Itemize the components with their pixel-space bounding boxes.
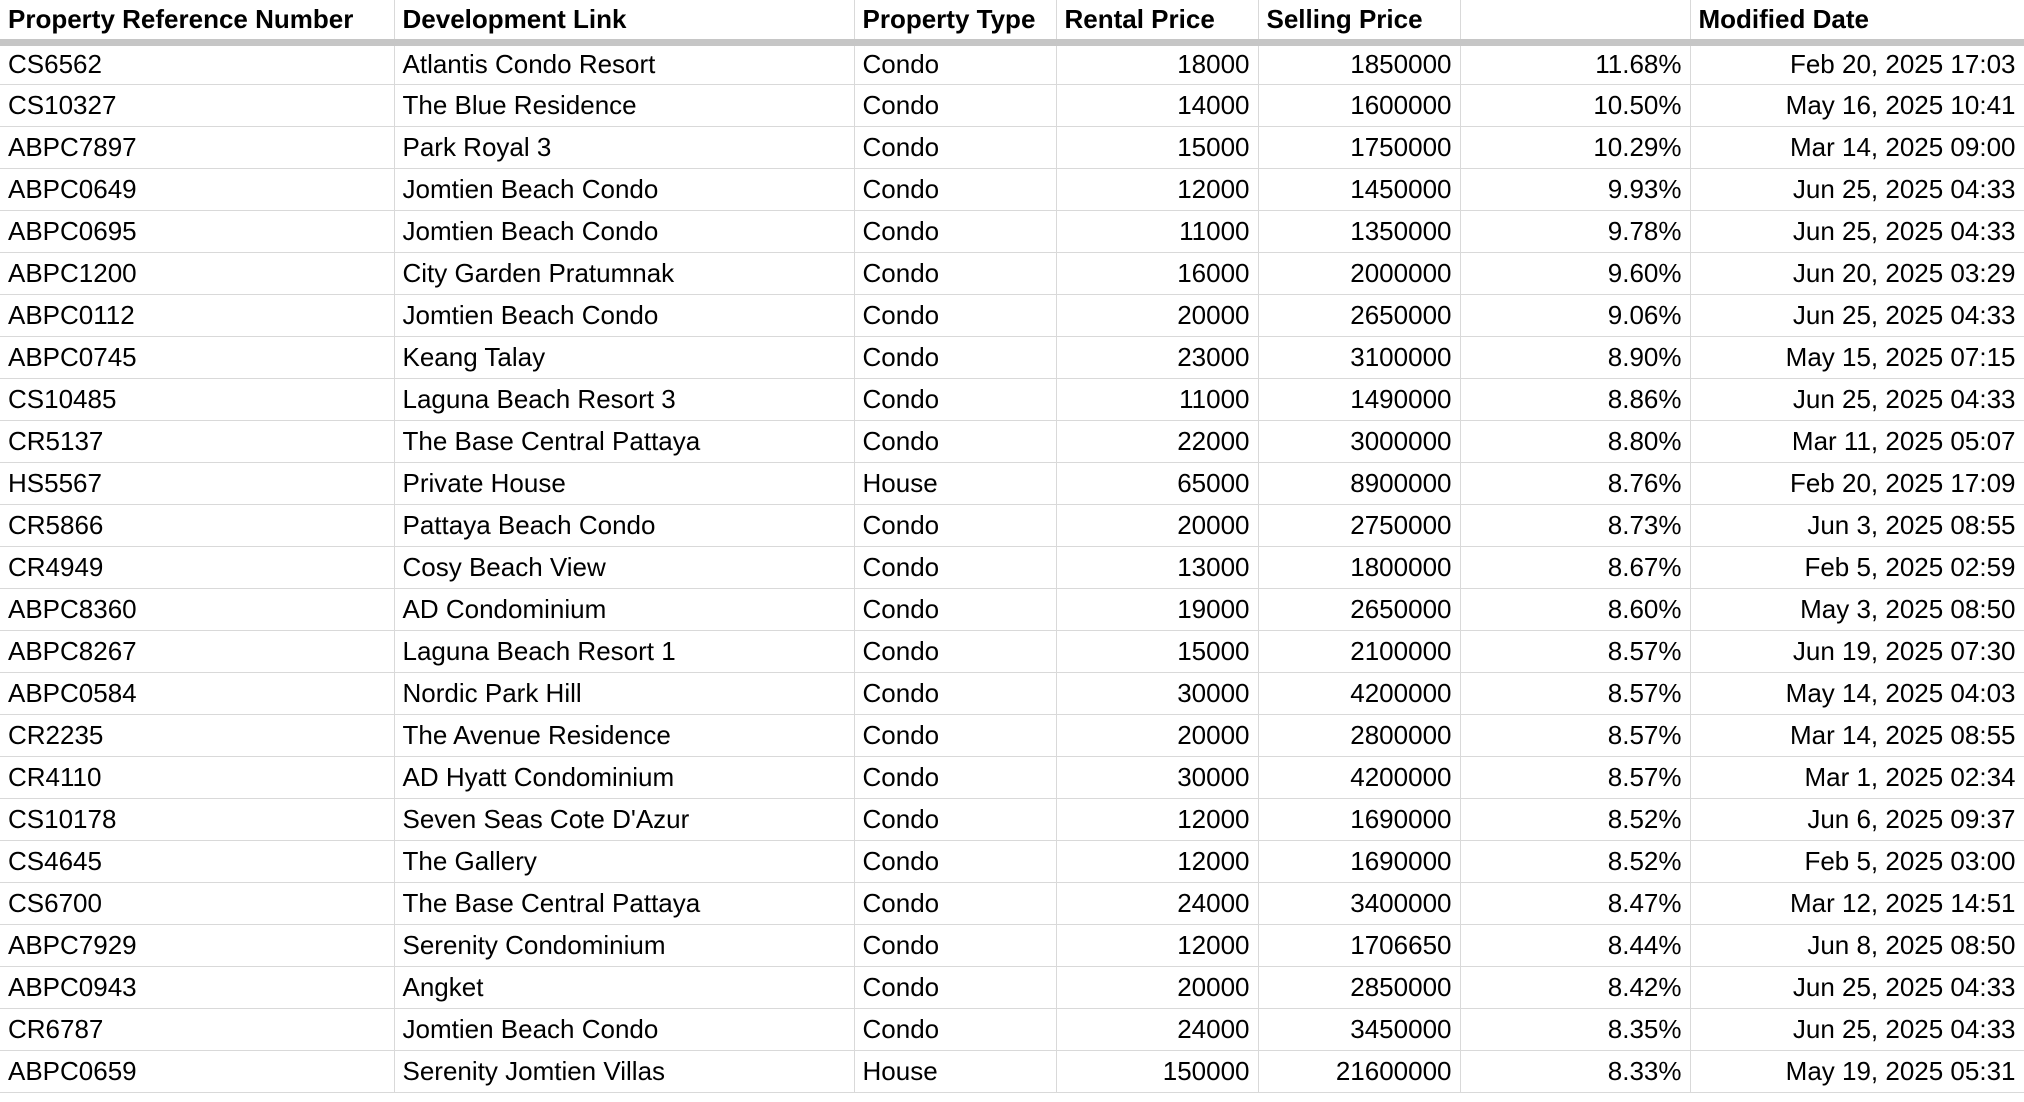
- cell-development-link[interactable]: Jomtien Beach Condo: [394, 210, 854, 252]
- cell-development-link[interactable]: The Gallery: [394, 840, 854, 882]
- cell-selling-price[interactable]: 3100000: [1258, 336, 1460, 378]
- cell-development-link[interactable]: The Base Central Pattaya: [394, 882, 854, 924]
- cell-development-link[interactable]: Jomtien Beach Condo: [394, 1008, 854, 1050]
- cell-development-link[interactable]: Angket: [394, 966, 854, 1008]
- cell-selling-price[interactable]: 1850000: [1258, 42, 1460, 84]
- cell-property-type[interactable]: House: [854, 1050, 1056, 1092]
- cell-rental-price[interactable]: 65000: [1056, 462, 1258, 504]
- cell-modified-date[interactable]: Mar 12, 2025 14:51: [1690, 882, 2024, 924]
- cell-property-reference-number[interactable]: CR4949: [0, 546, 394, 588]
- cell-development-link[interactable]: Jomtien Beach Condo: [394, 294, 854, 336]
- cell-rental-price[interactable]: 11000: [1056, 378, 1258, 420]
- cell-modified-date[interactable]: May 19, 2025 05:31: [1690, 1050, 2024, 1092]
- cell-property-type[interactable]: Condo: [854, 672, 1056, 714]
- cell-modified-date[interactable]: Mar 11, 2025 05:07: [1690, 420, 2024, 462]
- cell-selling-price[interactable]: 8900000: [1258, 462, 1460, 504]
- cell-selling-price[interactable]: 1706650: [1258, 924, 1460, 966]
- cell-property-reference-number[interactable]: ABPC0584: [0, 672, 394, 714]
- cell-property-type[interactable]: Condo: [854, 294, 1056, 336]
- cell-selling-price[interactable]: 1800000: [1258, 546, 1460, 588]
- cell-yield[interactable]: 8.86%: [1460, 378, 1690, 420]
- cell-development-link[interactable]: AD Hyatt Condominium: [394, 756, 854, 798]
- table-body: [0, 42, 2024, 1092]
- cell-rental-price[interactable]: 30000: [1056, 672, 1258, 714]
- cell-property-reference-number[interactable]: CS6700: [0, 882, 394, 924]
- cell-yield[interactable]: 8.57%: [1460, 672, 1690, 714]
- cell-rental-price[interactable]: 20000: [1056, 966, 1258, 1008]
- cell-development-link[interactable]: Laguna Beach Resort 3: [394, 378, 854, 420]
- cell-property-type[interactable]: Condo: [854, 84, 1056, 126]
- cell-yield[interactable]: 8.57%: [1460, 714, 1690, 756]
- cell-selling-price[interactable]: 2850000: [1258, 966, 1460, 1008]
- cell-rental-price[interactable]: 22000: [1056, 420, 1258, 462]
- header-property-reference-number[interactable]: Property Reference Number: [0, 0, 394, 42]
- cell-property-reference-number[interactable]: CR2235: [0, 714, 394, 756]
- cell-modified-date[interactable]: Feb 20, 2025 17:03: [1690, 42, 2024, 84]
- cell-modified-date[interactable]: Mar 1, 2025 02:34: [1690, 756, 2024, 798]
- cell-selling-price[interactable]: 1600000: [1258, 84, 1460, 126]
- cell-modified-date[interactable]: Feb 5, 2025 03:00: [1690, 840, 2024, 882]
- cell-rental-price[interactable]: 30000: [1056, 756, 1258, 798]
- table-row: [0, 378, 2024, 420]
- cell-modified-date[interactable]: Jun 20, 2025 03:29: [1690, 252, 2024, 294]
- cell-property-reference-number[interactable]: CR4110: [0, 756, 394, 798]
- table-row: [0, 126, 2024, 168]
- cell-modified-date[interactable]: Jun 25, 2025 04:33: [1690, 378, 2024, 420]
- cell-property-type[interactable]: Condo: [854, 924, 1056, 966]
- cell-rental-price[interactable]: 12000: [1056, 798, 1258, 840]
- cell-rental-price[interactable]: 12000: [1056, 168, 1258, 210]
- cell-property-reference-number[interactable]: ABPC0112: [0, 294, 394, 336]
- cell-selling-price[interactable]: 1350000: [1258, 210, 1460, 252]
- cell-property-reference-number[interactable]: ABPC0943: [0, 966, 394, 1008]
- cell-yield[interactable]: 8.80%: [1460, 420, 1690, 462]
- cell-yield[interactable]: 9.93%: [1460, 168, 1690, 210]
- header-row: [0, 0, 2024, 42]
- cell-rental-price[interactable]: 24000: [1056, 882, 1258, 924]
- cell-modified-date[interactable]: Mar 14, 2025 08:55: [1690, 714, 2024, 756]
- cell-development-link[interactable]: Nordic Park Hill: [394, 672, 854, 714]
- cell-yield[interactable]: 8.90%: [1460, 336, 1690, 378]
- header-selling-price[interactable]: Selling Price: [1258, 0, 1460, 42]
- cell-selling-price[interactable]: 3400000: [1258, 882, 1460, 924]
- header-rental-price[interactable]: Rental Price: [1056, 0, 1258, 42]
- cell-development-link[interactable]: Keang Talay: [394, 336, 854, 378]
- cell-property-type[interactable]: House: [854, 462, 1056, 504]
- cell-development-link[interactable]: Laguna Beach Resort 1: [394, 630, 854, 672]
- cell-development-link[interactable]: City Garden Pratumnak: [394, 252, 854, 294]
- table-row: [0, 336, 2024, 378]
- cell-yield[interactable]: 8.35%: [1460, 1008, 1690, 1050]
- cell-development-link[interactable]: Atlantis Condo Resort: [394, 42, 854, 84]
- cell-development-link[interactable]: The Avenue Residence: [394, 714, 854, 756]
- cell-property-type[interactable]: Condo: [854, 42, 1056, 84]
- table-row: [0, 420, 2024, 462]
- cell-modified-date[interactable]: May 16, 2025 10:41: [1690, 84, 2024, 126]
- table-row: [0, 798, 2024, 840]
- cell-development-link[interactable]: AD Condominium: [394, 588, 854, 630]
- cell-development-link[interactable]: The Base Central Pattaya: [394, 420, 854, 462]
- cell-property-type[interactable]: Condo: [854, 168, 1056, 210]
- cell-yield[interactable]: 8.52%: [1460, 798, 1690, 840]
- cell-property-type[interactable]: Condo: [854, 126, 1056, 168]
- table-row: [0, 882, 2024, 924]
- cell-property-type[interactable]: Condo: [854, 714, 1056, 756]
- cell-rental-price[interactable]: 18000: [1056, 42, 1258, 84]
- cell-property-type[interactable]: Condo: [854, 252, 1056, 294]
- cell-yield[interactable]: 8.33%: [1460, 1050, 1690, 1092]
- cell-rental-price[interactable]: 20000: [1056, 294, 1258, 336]
- cell-property-reference-number[interactable]: ABPC0659: [0, 1050, 394, 1092]
- cell-rental-price[interactable]: 19000: [1056, 588, 1258, 630]
- cell-property-reference-number[interactable]: ABPC0745: [0, 336, 394, 378]
- cell-property-reference-number[interactable]: HS5567: [0, 462, 394, 504]
- table-row: [0, 210, 2024, 252]
- cell-development-link[interactable]: Private House: [394, 462, 854, 504]
- cell-selling-price[interactable]: 1750000: [1258, 126, 1460, 168]
- cell-modified-date[interactable]: May 14, 2025 04:03: [1690, 672, 2024, 714]
- cell-yield[interactable]: 8.57%: [1460, 756, 1690, 798]
- cell-modified-date[interactable]: May 3, 2025 08:50: [1690, 588, 2024, 630]
- cell-rental-price[interactable]: 15000: [1056, 126, 1258, 168]
- cell-property-reference-number[interactable]: ABPC8360: [0, 588, 394, 630]
- cell-property-reference-number[interactable]: CR6787: [0, 1008, 394, 1050]
- cell-rental-price[interactable]: 14000: [1056, 84, 1258, 126]
- cell-rental-price[interactable]: 12000: [1056, 840, 1258, 882]
- table-row: [0, 630, 2024, 672]
- cell-selling-price[interactable]: 4200000: [1258, 756, 1460, 798]
- cell-modified-date[interactable]: Jun 19, 2025 07:30: [1690, 630, 2024, 672]
- cell-modified-date[interactable]: Feb 20, 2025 17:09: [1690, 462, 2024, 504]
- cell-modified-date[interactable]: Jun 25, 2025 04:33: [1690, 168, 2024, 210]
- cell-modified-date[interactable]: Jun 25, 2025 04:33: [1690, 210, 2024, 252]
- cell-selling-price[interactable]: 3000000: [1258, 420, 1460, 462]
- cell-yield[interactable]: 8.57%: [1460, 630, 1690, 672]
- cell-modified-date[interactable]: Jun 6, 2025 09:37: [1690, 798, 2024, 840]
- table-row: [0, 588, 2024, 630]
- cell-selling-price[interactable]: 1450000: [1258, 168, 1460, 210]
- cell-yield[interactable]: 8.44%: [1460, 924, 1690, 966]
- cell-selling-price[interactable]: 2800000: [1258, 714, 1460, 756]
- cell-selling-price[interactable]: 2650000: [1258, 294, 1460, 336]
- cell-yield[interactable]: 8.73%: [1460, 504, 1690, 546]
- cell-property-type[interactable]: Condo: [854, 588, 1056, 630]
- cell-property-type[interactable]: Condo: [854, 756, 1056, 798]
- header-yield[interactable]: [1460, 0, 1690, 42]
- cell-property-reference-number[interactable]: CS10327: [0, 84, 394, 126]
- cell-yield[interactable]: 9.60%: [1460, 252, 1690, 294]
- cell-property-reference-number[interactable]: ABPC7929: [0, 924, 394, 966]
- cell-property-type[interactable]: Condo: [854, 840, 1056, 882]
- header-modified-date[interactable]: Modified Date: [1690, 0, 2024, 42]
- table-row: [0, 546, 2024, 588]
- cell-development-link[interactable]: Pattaya Beach Condo: [394, 504, 854, 546]
- cell-modified-date[interactable]: May 15, 2025 07:15: [1690, 336, 2024, 378]
- cell-rental-price[interactable]: 16000: [1056, 252, 1258, 294]
- header-property-type[interactable]: Property Type: [854, 0, 1056, 42]
- cell-yield[interactable]: 8.47%: [1460, 882, 1690, 924]
- table-row: [0, 966, 2024, 1008]
- table-row: [0, 756, 2024, 798]
- header-development-link[interactable]: Development Link: [394, 0, 854, 42]
- cell-development-link[interactable]: Cosy Beach View: [394, 546, 854, 588]
- cell-rental-price[interactable]: 12000: [1056, 924, 1258, 966]
- table-row: [0, 924, 2024, 966]
- cell-yield[interactable]: 11.68%: [1460, 42, 1690, 84]
- cell-rental-price[interactable]: 150000: [1056, 1050, 1258, 1092]
- table-row: [0, 252, 2024, 294]
- cell-selling-price[interactable]: 1490000: [1258, 378, 1460, 420]
- cell-rental-price[interactable]: 11000: [1056, 210, 1258, 252]
- cell-property-reference-number[interactable]: ABPC0695: [0, 210, 394, 252]
- cell-development-link[interactable]: Serenity Condominium: [394, 924, 854, 966]
- cell-modified-date[interactable]: Mar 14, 2025 09:00: [1690, 126, 2024, 168]
- cell-selling-price[interactable]: 2650000: [1258, 588, 1460, 630]
- cell-development-link[interactable]: Serenity Jomtien Villas: [394, 1050, 854, 1092]
- cell-property-reference-number[interactable]: ABPC1200: [0, 252, 394, 294]
- cell-selling-price[interactable]: 4200000: [1258, 672, 1460, 714]
- cell-yield[interactable]: 8.42%: [1460, 966, 1690, 1008]
- cell-modified-date[interactable]: Jun 8, 2025 08:50: [1690, 924, 2024, 966]
- cell-modified-date[interactable]: Jun 25, 2025 04:33: [1690, 966, 2024, 1008]
- cell-property-type[interactable]: Condo: [854, 882, 1056, 924]
- cell-modified-date[interactable]: Jun 25, 2025 04:33: [1690, 1008, 2024, 1050]
- table-row: [0, 504, 2024, 546]
- cell-rental-price[interactable]: 24000: [1056, 1008, 1258, 1050]
- cell-property-type[interactable]: Condo: [854, 630, 1056, 672]
- table-row: [0, 1008, 2024, 1050]
- cell-development-link[interactable]: Park Royal 3: [394, 126, 854, 168]
- cell-property-reference-number[interactable]: CS6562: [0, 42, 394, 84]
- cell-property-reference-number[interactable]: CS10485: [0, 378, 394, 420]
- table-row: [0, 462, 2024, 504]
- table-row: [0, 42, 2024, 84]
- cell-yield[interactable]: 8.52%: [1460, 840, 1690, 882]
- cell-rental-price[interactable]: 15000: [1056, 630, 1258, 672]
- cell-property-type[interactable]: Condo: [854, 420, 1056, 462]
- cell-property-type[interactable]: Condo: [854, 210, 1056, 252]
- table-row: [0, 294, 2024, 336]
- table-row: [0, 672, 2024, 714]
- cell-modified-date[interactable]: Jun 25, 2025 04:33: [1690, 294, 2024, 336]
- cell-property-type[interactable]: Condo: [854, 504, 1056, 546]
- cell-selling-price[interactable]: 2750000: [1258, 504, 1460, 546]
- cell-rental-price[interactable]: 20000: [1056, 504, 1258, 546]
- cell-yield[interactable]: 8.60%: [1460, 588, 1690, 630]
- cell-rental-price[interactable]: 20000: [1056, 714, 1258, 756]
- cell-selling-price[interactable]: 1690000: [1258, 798, 1460, 840]
- cell-property-reference-number[interactable]: CS10178: [0, 798, 394, 840]
- cell-property-reference-number[interactable]: CR5137: [0, 420, 394, 462]
- cell-property-type[interactable]: Condo: [854, 798, 1056, 840]
- cell-modified-date[interactable]: Jun 3, 2025 08:55: [1690, 504, 2024, 546]
- table-row: [0, 714, 2024, 756]
- cell-development-link[interactable]: Seven Seas Cote D'Azur: [394, 798, 854, 840]
- cell-selling-price[interactable]: 21600000: [1258, 1050, 1460, 1092]
- cell-yield[interactable]: 8.76%: [1460, 462, 1690, 504]
- table-row: [0, 1050, 2024, 1092]
- cell-property-reference-number[interactable]: ABPC7897: [0, 126, 394, 168]
- cell-yield[interactable]: 8.67%: [1460, 546, 1690, 588]
- cell-property-reference-number[interactable]: CR5866: [0, 504, 394, 546]
- cell-modified-date[interactable]: Feb 5, 2025 02:59: [1690, 546, 2024, 588]
- cell-development-link[interactable]: The Blue Residence: [394, 84, 854, 126]
- cell-development-link[interactable]: Jomtien Beach Condo: [394, 168, 854, 210]
- cell-selling-price[interactable]: 3450000: [1258, 1008, 1460, 1050]
- table-row: [0, 84, 2024, 126]
- cell-yield[interactable]: 9.06%: [1460, 294, 1690, 336]
- cell-property-reference-number[interactable]: CS4645: [0, 840, 394, 882]
- cell-property-type[interactable]: Condo: [854, 966, 1056, 1008]
- cell-yield[interactable]: 9.78%: [1460, 210, 1690, 252]
- table-row: [0, 840, 2024, 882]
- cell-property-reference-number[interactable]: ABPC8267: [0, 630, 394, 672]
- cell-property-type[interactable]: Condo: [854, 336, 1056, 378]
- cell-selling-price[interactable]: 2000000: [1258, 252, 1460, 294]
- cell-property-type[interactable]: Condo: [854, 546, 1056, 588]
- cell-property-type[interactable]: Condo: [854, 1008, 1056, 1050]
- table-row: [0, 168, 2024, 210]
- cell-selling-price[interactable]: 1690000: [1258, 840, 1460, 882]
- cell-property-reference-number[interactable]: ABPC0649: [0, 168, 394, 210]
- cell-rental-price[interactable]: 23000: [1056, 336, 1258, 378]
- cell-yield[interactable]: 10.50%: [1460, 84, 1690, 126]
- cell-selling-price[interactable]: 2100000: [1258, 630, 1460, 672]
- cell-rental-price[interactable]: 13000: [1056, 546, 1258, 588]
- cell-property-type[interactable]: Condo: [854, 378, 1056, 420]
- cell-yield[interactable]: 10.29%: [1460, 126, 1690, 168]
